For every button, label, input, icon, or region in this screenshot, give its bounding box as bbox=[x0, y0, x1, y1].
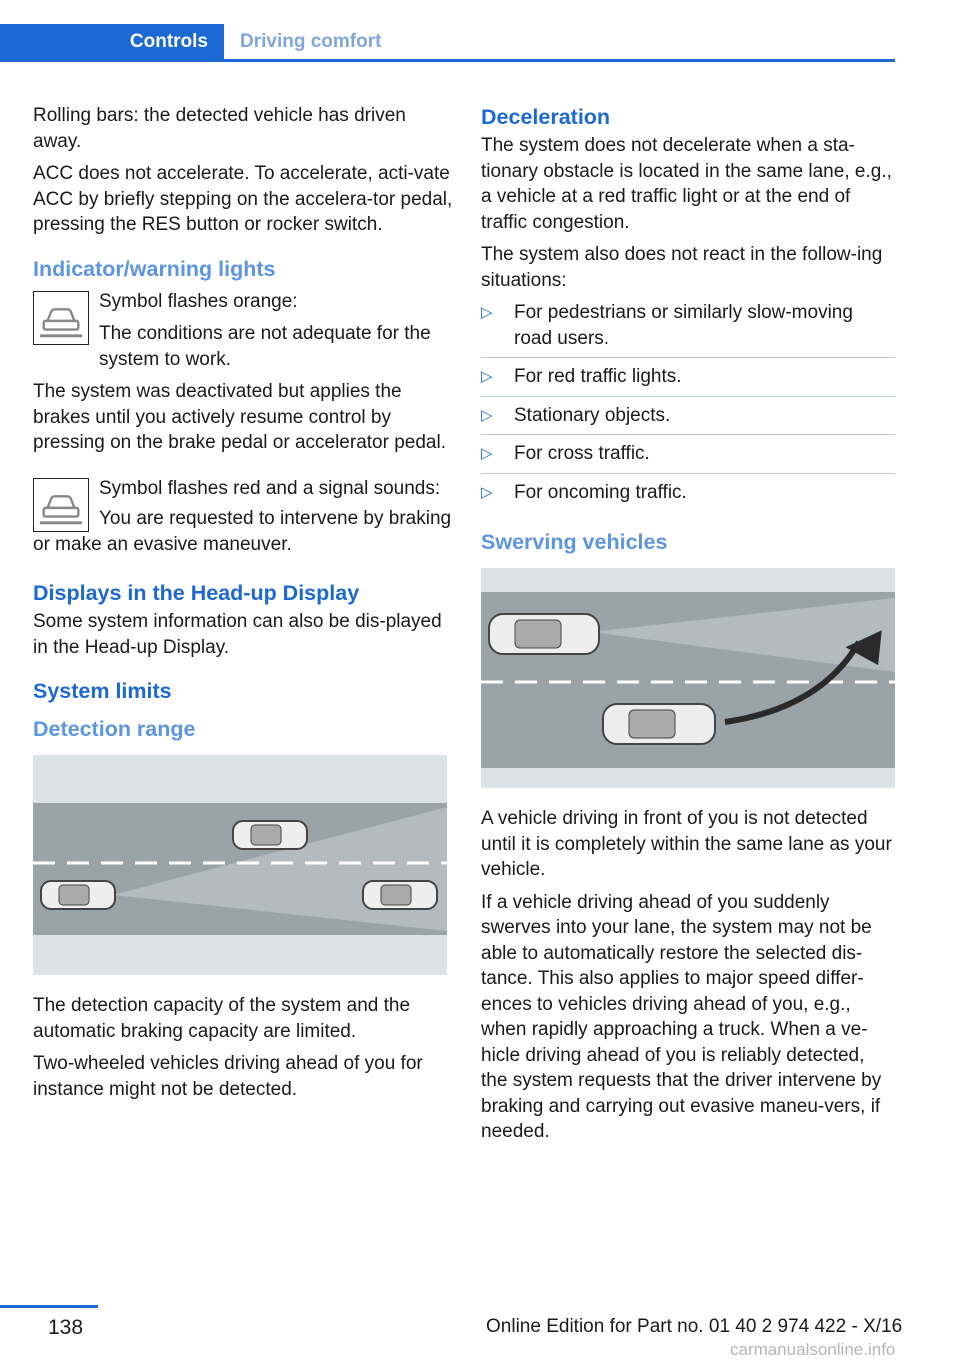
right-column bbox=[481, 103, 895, 1152]
paragraph-also-not-react: The system also does not react in the follow‐ing situations: bbox=[481, 244, 883, 291]
paragraph-not-detected: A vehicle driving in front of you is not detected until it is completely within the same lane as your vehicle. bbox=[481, 808, 892, 880]
symbol-orange-title: Symbol flashes orange: bbox=[99, 290, 298, 312]
car-icon bbox=[363, 881, 437, 909]
paragraph-detection-capacity: The detection capacity of the system and the automatic braking capacity are limited. bbox=[33, 995, 411, 1042]
triangle-bullet-icon: ▷ bbox=[481, 368, 493, 385]
page-number: 138 bbox=[48, 1316, 84, 1339]
swerving-vehicles-figure bbox=[481, 568, 895, 788]
heading-detection-range: Detection range bbox=[33, 717, 196, 741]
list-item: ▷ For cross traffic. bbox=[481, 441, 895, 474]
car-icon bbox=[233, 821, 307, 849]
triangle-bullet-icon: ▷ bbox=[481, 483, 493, 501]
paragraph-two-wheeled: Two-wheeled vehicles driving ahead of you for instance might not be detected. bbox=[33, 1053, 423, 1100]
list-item: ▷ For pedestrians or similarly slow-moving road users. bbox=[481, 300, 895, 358]
triangle-bullet-icon: ▷ bbox=[481, 304, 493, 321]
acc-vehicle-warning-icon bbox=[33, 478, 89, 532]
acc-vehicle-warning-icon bbox=[33, 291, 89, 345]
swerving-vehicles-illustration bbox=[481, 568, 895, 788]
watermark: carmanualsonline.info bbox=[730, 1340, 896, 1359]
detection-range-figure bbox=[33, 755, 447, 975]
paragraph-rolling-bars: Rolling bars: the detected vehicle has driven away. bbox=[33, 105, 406, 152]
edition-text: Online Edition for Part no. 01 40 2 974 422 - X/16 bbox=[486, 1316, 903, 1337]
list-item: ▷ For red traffic lights. bbox=[481, 364, 895, 397]
heading-indicator-warning-lights: Indicator/warning lights bbox=[33, 256, 276, 281]
symbol-red-desc: You are requested to intervene by braking or make an evasive maneuver. bbox=[33, 508, 452, 555]
paragraph-no-decelerate: The system does not decelerate when a sta‐tionary obstacle is located in the same lane, e.g., a vehicle at a red traffic light or at the end of traffic congestion. bbox=[481, 135, 892, 233]
list-item: ▷ Stationary objects. bbox=[481, 403, 895, 436]
car-icon bbox=[603, 704, 715, 744]
car-icon bbox=[41, 881, 115, 909]
page-header bbox=[0, 24, 895, 62]
paragraph-swerves: If a vehicle driving ahead of you suddenly swerves into your lane, the system may not be able to automatically restore the selected dis‐tance. This also applies to major speed differ‐ences to vehicles driving ahead of you, e.g., when rapidly approaching a truck. When a ve‐hicle driving ahead of you is reliably detected, the system requests that the driver intervene by braking and carrying out evasive maneu‐vers, if needed. bbox=[481, 891, 882, 1142]
paragraph-acc-accelerate: ACC does not accelerate. To accelerate, acti‐vate ACC by briefly stepping on the accelera‐tor pedal, pressing the RES button or rocker switch. bbox=[33, 163, 453, 235]
paragraph-deactivated: The system was deactivated but applies the brakes until you actively resume control by pressing on the brake pedal or accelerator pedal. bbox=[33, 381, 446, 453]
situations-list bbox=[481, 300, 895, 511]
detection-range-illustration bbox=[33, 755, 447, 975]
tab-driving-comfort[interactable]: Driving comfort bbox=[240, 31, 382, 52]
symbol-red-title: Symbol flashes red and a signal sounds: bbox=[99, 477, 441, 499]
heading-deceleration: Deceleration bbox=[481, 105, 611, 129]
heading-swerving-vehicles: Swerving vehicles bbox=[481, 530, 668, 554]
paragraph-hud: Some system information can also be dis‐played in the Head-up Display. bbox=[33, 611, 442, 658]
left-column bbox=[33, 103, 453, 1109]
footer-accent-line bbox=[0, 1305, 98, 1308]
heading-system-limits: System limits bbox=[33, 679, 172, 703]
list-item: ▷ For oncoming traffic. bbox=[481, 480, 895, 512]
symbol-block-red bbox=[33, 476, 453, 502]
triangle-bullet-icon: ▷ bbox=[481, 406, 493, 424]
heading-head-up-display: Displays in the Head-up Display bbox=[33, 581, 360, 605]
symbol-orange-desc: The conditions are not adequate for the system to work. bbox=[99, 323, 431, 370]
car-icon bbox=[489, 614, 599, 654]
tab-controls[interactable]: Controls bbox=[0, 24, 224, 60]
symbol-block-orange bbox=[33, 289, 453, 373]
triangle-bullet-icon: ▷ bbox=[481, 445, 493, 462]
